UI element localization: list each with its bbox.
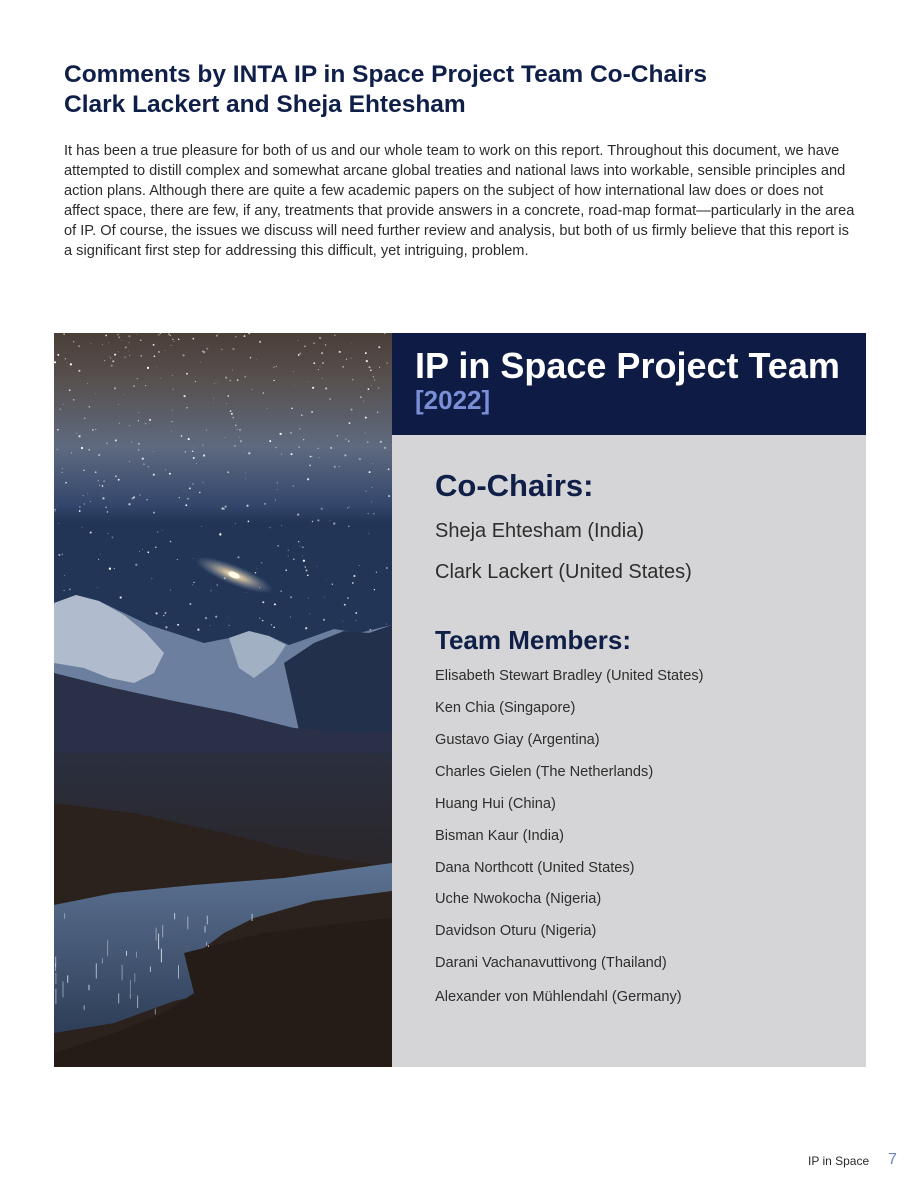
team-title: IP in Space Project Team xyxy=(415,345,840,386)
intro-paragraph: It has been a true pleasure for both of us and our whole team to work on this report. Throughout this document, we have attempted to distill complex and somewhat arcane global treaties and national laws into workable, sensible principles and action plans. Although there are quite a few academic papers on the subject of how international law does or does not affect space, there are few, if any, treatments that provide answers in a concrete, road-map format—particularly in the area of IP. Of course, the issues we discuss will need further review and analysis, but both of us firmly believe that this report is a significant first step for addressing this difficult, yet intriguing, problem. xyxy=(64,143,855,259)
team-member-item: Ken Chia (Singapore) xyxy=(435,700,576,716)
page-heading-line-2: Clark Lackert and Sheja Ehtesham xyxy=(64,91,466,118)
team-member-item: Uche Nwokocha (Nigeria) xyxy=(435,891,602,907)
cochair-item: Clark Lackert (United States) xyxy=(435,561,692,583)
cochairs-heading: Co-Chairs: xyxy=(435,468,594,503)
team-member-item: Gustavo Giay (Argentina) xyxy=(435,732,600,748)
team-member-item: Bisman Kaur (India) xyxy=(435,828,564,844)
team-member-item: Davidson Oturu (Nigeria) xyxy=(435,923,597,939)
team-member-item: Elisabeth Stewart Bradley (United States) xyxy=(435,668,704,684)
team-member-item: Alexander von Mühlendahl (Germany) xyxy=(435,989,682,1005)
night-sky-photo xyxy=(54,333,392,1067)
members-panel xyxy=(392,435,866,1067)
team-banner xyxy=(392,333,866,435)
team-year: [2022] xyxy=(415,385,491,415)
page-heading xyxy=(64,60,844,120)
team-member-item: Dana Northcott (United States) xyxy=(435,860,635,876)
page-heading-line-1: Comments by INTA IP in Space Project Team Co-Chairs xyxy=(64,61,708,88)
cochair-item: Sheja Ehtesham (India) xyxy=(435,520,645,542)
team-member-item: Charles Gielen (The Netherlands) xyxy=(435,764,654,780)
team-member-item: Huang Hui (China) xyxy=(435,796,556,812)
footer-label: IP in Space xyxy=(808,1154,870,1168)
page-number: 7 xyxy=(888,1151,897,1168)
team-members-heading: Team Members: xyxy=(435,625,632,655)
team-member-item: Darani Vachanavuttivong (Thailand) xyxy=(435,955,667,971)
